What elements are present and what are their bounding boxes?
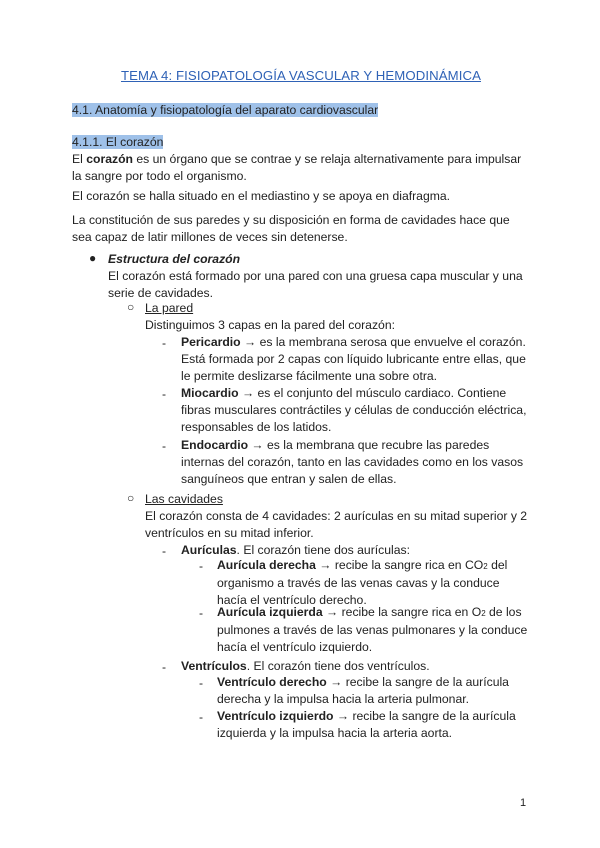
list-item-ventriculo-izquierdo — [217, 708, 537, 742]
auriculas-term: Aurículas — [181, 543, 237, 557]
pared-heading-text: La pared — [145, 301, 194, 315]
item-term: Endocardio — [181, 438, 249, 452]
dash-bullet: - — [162, 660, 167, 674]
cavidades-heading-text: Las cavidades — [145, 492, 223, 506]
list-item-ventriculo-derecho — [217, 674, 537, 708]
item-text: izquierda y la impulsa hacia la arteria aorta. — [217, 726, 453, 740]
paragraph-text: La constitución de sus paredes y su disposición en forma de cavidades hace que — [72, 213, 510, 227]
estructura-heading-text: Estructura del corazón — [108, 252, 241, 266]
item-term: Ventrículo derecho — [217, 675, 327, 689]
arrow: → — [326, 675, 346, 689]
intro-term: corazón — [86, 152, 133, 166]
item-text: recibe la sangre rica en O — [341, 605, 482, 619]
ventriculos-rest: . El corazón tiene dos ventrículos. — [246, 659, 430, 673]
dash-bullet: - — [162, 439, 167, 453]
item-text: recibe la sangre de la aurícula — [345, 675, 509, 689]
ventriculos-term: Ventrículos — [181, 659, 247, 673]
filled-bullet: ● — [89, 251, 97, 265]
arrow: → — [315, 558, 335, 572]
estructura-line: serie de cavidades. — [108, 286, 214, 300]
item-term: Ventrículo izquierdo — [217, 709, 334, 723]
item-text: de los — [485, 605, 522, 619]
estructura-heading — [108, 251, 240, 268]
item-text: hacía el ventrículo derecho. — [217, 593, 367, 607]
arrow: → — [248, 438, 268, 452]
estructura-text — [108, 268, 530, 302]
hollow-bullet: ○ — [127, 300, 135, 314]
subscript: 2 — [481, 609, 486, 618]
subscript: 2 — [483, 562, 488, 571]
section-heading-4-1 — [72, 103, 378, 117]
page-number: 1 — [520, 797, 527, 809]
section-heading-4-1-1-text: 4.1.1. El corazón — [72, 135, 164, 149]
item-text: hacía el ventrículo izquierdo. — [217, 640, 373, 654]
item-text: es la membrana serosa que envuelve el corazón. — [259, 335, 526, 349]
cavidades-line: El corazón consta de 4 cavidades: 2 aurículas en su mitad superior y 2 — [145, 509, 528, 523]
dash-bullet: - — [162, 544, 167, 558]
item-text: Está formada por 2 capas con líquido lubricante entre ellas, que — [181, 352, 526, 366]
dash-bullet: - — [199, 606, 204, 620]
cavidades-heading — [145, 491, 223, 508]
hollow-bullet: ○ — [127, 491, 135, 505]
item-text: es la membrana que recubre las paredes — [267, 438, 490, 452]
document-title: TEMA 4: FISIOPATOLOGÍA VASCULAR Y HEMODINÁMICA — [120, 68, 481, 83]
cavidades-text — [145, 508, 535, 542]
item-term: Pericardio — [181, 335, 241, 349]
item-text: es el conjunto del músculo cardiaco. Contiene — [257, 386, 507, 400]
pared-desc: Distinguimos 3 capas en la pared del corazón: — [145, 318, 395, 332]
list-item-auricula-izquierda — [217, 604, 537, 656]
pared-heading — [145, 300, 193, 317]
item-text: fibras musculares contráctiles y células de conducción eléctrica, — [181, 403, 527, 417]
ventriculos-heading — [181, 658, 430, 675]
cavidades-line: ventrículos en su mitad inferior. — [145, 526, 314, 540]
dash-bullet: - — [199, 559, 204, 573]
item-text: organismo a través de las venas cavas y la conduce — [217, 576, 500, 590]
item-text: derecha y la impulsa hacia la arteria pulmonar. — [217, 692, 470, 706]
dash-bullet: - — [199, 676, 204, 690]
item-term: Miocardio — [181, 386, 239, 400]
intro-text: es un órgano que se contrae y se relaja alternativamente para impulsar — [132, 152, 522, 166]
item-text: recibe la sangre rica en CO — [334, 558, 484, 572]
arrow: → — [240, 335, 260, 349]
dash-bullet: - — [162, 387, 167, 401]
intro-text: El — [72, 152, 87, 166]
estructura-line: El corazón está formado por una pared con una gruesa capa muscular y una — [108, 269, 523, 283]
paragraph-constitution — [72, 212, 530, 246]
item-text: del — [487, 558, 508, 572]
arrow: → — [333, 709, 353, 723]
item-text: recibe la sangre de la aurícula — [352, 709, 516, 723]
item-term: Aurícula izquierda — [217, 605, 323, 619]
item-text: responsables de los latidos. — [181, 420, 332, 434]
list-item-endocardio — [181, 437, 531, 488]
item-text: internas del corazón, tanto en las cavidades como en los vasos — [181, 455, 524, 469]
item-term: Aurícula derecha — [217, 558, 316, 572]
section-heading-4-1-1 — [72, 135, 163, 149]
item-text: pulmones a través de las venas pulmonares y la conduce — [217, 623, 528, 637]
paragraph-text: sea capaz de latir millones de veces sin detenerse. — [72, 230, 348, 244]
auriculas-rest: . El corazón tiene dos aurículas: — [236, 543, 410, 557]
arrow: → — [238, 386, 258, 400]
intro-paragraph — [72, 151, 530, 185]
list-item-miocardio — [181, 385, 531, 436]
paragraph-location: El corazón se halla situado en el mediastino y se apoya en diafragma. — [72, 189, 451, 203]
item-text: sanguíneos que entran y salen de ellas. — [181, 472, 397, 486]
item-text: le permite deslizarse fácilmente una sobre otra. — [181, 369, 438, 383]
section-heading-4-1-text: 4.1. Anatomía y fisiopatología del aparato cardiovascular — [72, 103, 379, 117]
dash-bullet: - — [162, 336, 167, 350]
dash-bullet: - — [199, 710, 204, 724]
arrow: → — [322, 605, 342, 619]
intro-text: la sangre por todo el organismo. — [72, 169, 247, 183]
list-item-auricula-derecha — [217, 557, 537, 609]
list-item-pericardio — [181, 334, 531, 385]
